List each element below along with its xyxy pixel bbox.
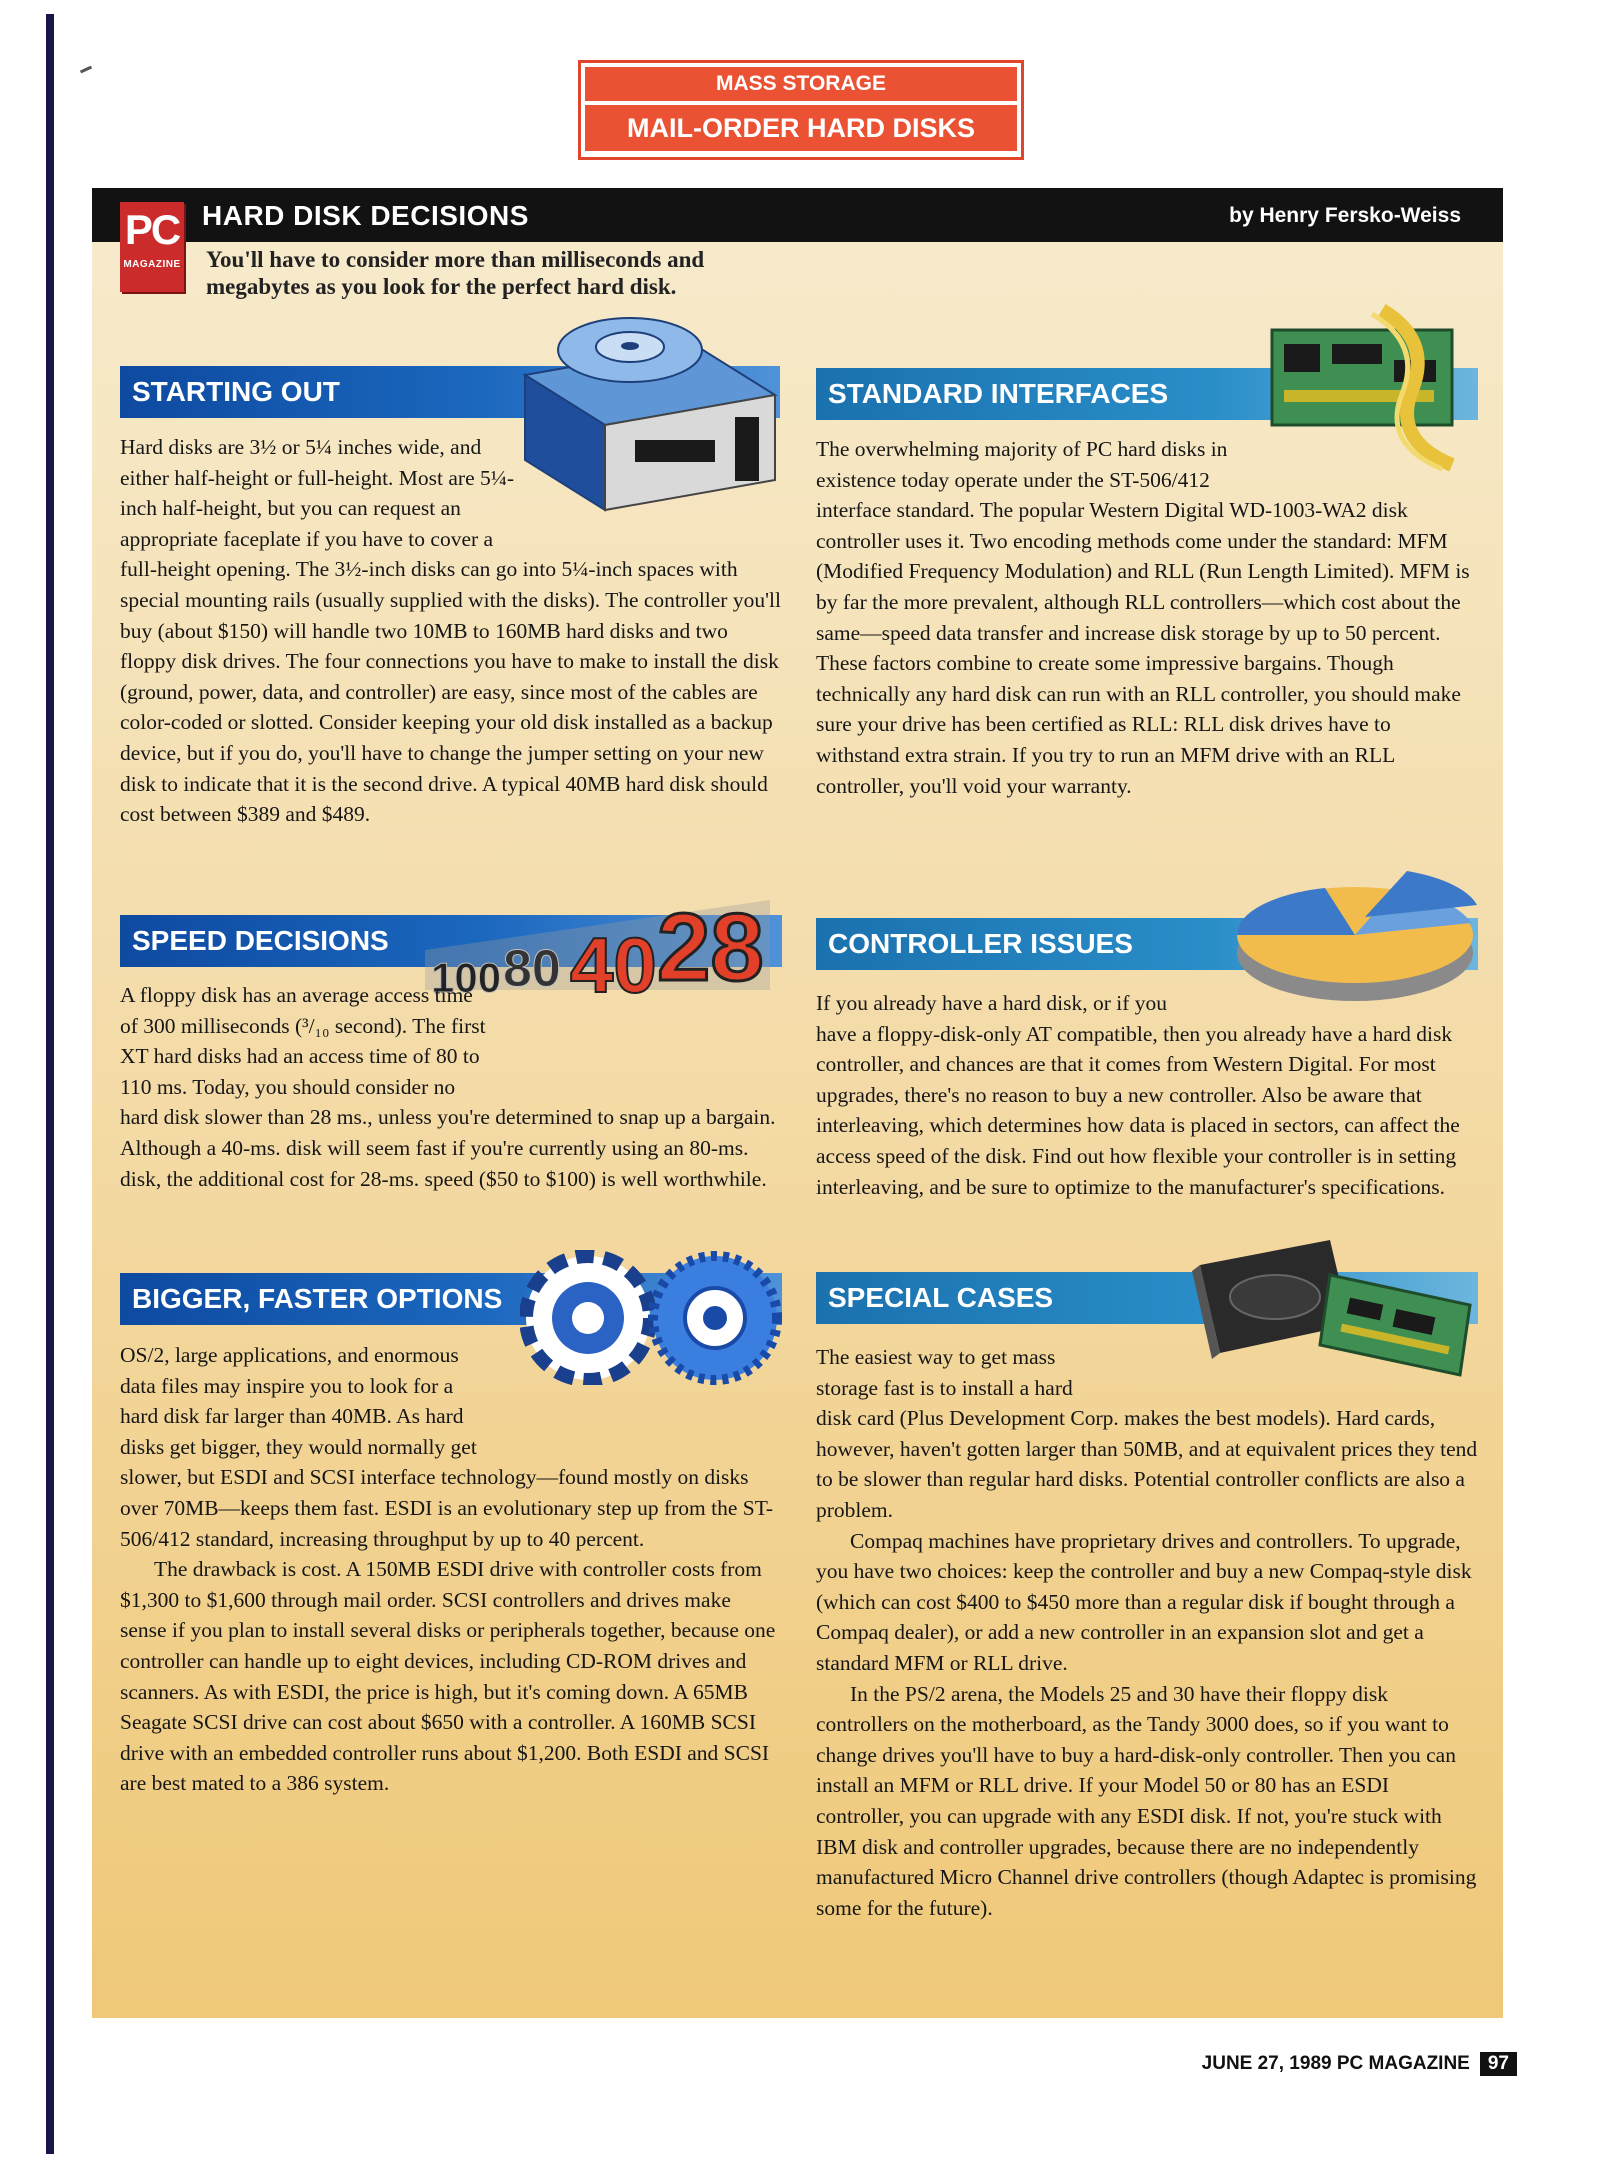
graphic-number-100: 100 (431, 954, 502, 1001)
float-spacer (492, 980, 782, 1072)
float-spacer (1248, 434, 1478, 494)
body-speed-decisions (120, 980, 782, 1194)
float-spacer (1098, 1342, 1478, 1398)
body-bigger-faster (120, 1340, 782, 1799)
float-spacer (492, 1340, 782, 1460)
paragraph: A floppy disk has an average access time of 300 milliseconds (³/₁₀ second). The first XT hard disks had an access time of 80 to 110 ms. Today, you should consider no hard disk slower than 28 ms., unless you're determined to snap up a bargain. Although a 40-ms. disk will seem fast if you're currently using an 80-ms. disk, the additional cost for 28-ms. speed ($50 to $100) is well worthwhile. (120, 983, 776, 1191)
graphic-number-40: 40 (570, 921, 657, 1005)
pc-magazine-logo (120, 202, 184, 292)
body-standard-interfaces (816, 434, 1478, 801)
paragraph: If you already have a hard disk, or if you have a floppy-disk-only AT compatible, then you already have a hard disk controller, and chances are that it comes from Western Digital. For most upgrades, there's no reason to buy a new controller. Also be aware that interleaving, which determines how data is placed in sectors, can affect the access speed of the disk. Find out how flexible your controller is in setting interleaving, and be sure to optimize to the manufacturer's specifications. (816, 991, 1460, 1199)
heading-special-cases: SPECIAL CASES (816, 1272, 1478, 1324)
page-footer (1202, 2052, 1517, 2076)
page-number: 97 (1480, 2052, 1517, 2076)
body-controller-issues (816, 988, 1478, 1202)
float-spacer (1178, 988, 1478, 1018)
paragraph: The drawback is cost. A 150MB ESDI drive with controller costs from $1,300 to $1,600 through mail order. SCSI controllers and drives make sense if you plan to install several disks or peripherals together, because one controller can handle up to eight devices, including CD-ROM drives and scanners. As with ESDI, the price is high, but it's coming down. A 65MB Seagate SCSI drive can cost about $650 with a controller. A 160MB SCSI drive with an embedded controller runs about $1,200. Both ESDI and SCSI are best mated to a 386 system. (120, 1557, 776, 1796)
heading-bigger-faster: BIGGER, FASTER OPTIONS (120, 1273, 782, 1325)
article-title: HARD DISK DECISIONS (202, 200, 529, 231)
subsection-label: MAIL-ORDER HARD DISKS (585, 105, 1017, 151)
article-title-bar (92, 188, 1503, 242)
section-label: MASS STORAGE (585, 67, 1017, 101)
page-spine-rule (46, 14, 54, 2154)
body-special-cases (816, 1342, 1478, 1923)
heading-speed-decisions: SPEED DECISIONS (120, 915, 782, 967)
paragraph: OS/2, large applications, and enormous data files may inspire you to look for a hard disk far larger than 40MB. As hard disks get bigger, they would normally get slower, but ESDI and SCSI interface technology—found mostly on disks over 70MB—keeps them fast. ESDI is an evolutionary step up from the ST-506/412 standard, increasing throughput by up to 40 percent. (120, 1343, 774, 1551)
article-deck: You'll have to consider more than milliseconds and megabytes as you look for the perfect hard disk. (206, 247, 705, 299)
logo-letters: PC (124, 206, 180, 253)
body-starting-out (120, 432, 782, 830)
heading-standard-interfaces: STANDARD INTERFACES (816, 368, 1478, 420)
logo-caption: MAGAZINE (123, 259, 181, 270)
paragraph: The easiest way to get mass storage fast is to install a hard disk card (Plus Development Corp. makes the best models). Hard cards, however, haven't gotten larger than 50MB, and at equivalent prices they tend to be slower than regular hard disks. Potential controller conflicts are also a problem. (816, 1345, 1478, 1522)
section-tag (578, 60, 1024, 160)
scan-mark (80, 66, 92, 74)
graphic-number-80: 80 (503, 940, 561, 998)
paragraph: Hard disks are 3½ or 5¼ inches wide, and either half-height or full-height. Most are 5¼-inch half-height, but you can request an appropriate faceplate if you have to cover a full-height opening. The 3½-inch disks can go into 5¼-inch spaces with special mounting rails (usually supplied with the disks). The controller you'll buy (about $150) will handle two 10MB to 160MB hard disks and two floppy disk drives. The four connections you have to make to install the disk (ground, power, data, and controller) are easy, since most of the cables are color-coded or slotted. Consider keeping your old disk installed as a backup device, but if you do, you'll have to change the jumper setting on your new disk to indicate that it is the second drive. A typical 40MB hard disk should cost between $389 and $489. (120, 435, 781, 827)
paragraph: Compaq machines have proprietary drives and controllers. To upgrade, you have two choices: keep the controller and buy a new Compaq-style disk (which can cost $400 to $450 more than a regular disk if bought through a Compaq dealer), or add a new controller in an expansion slot and get a standard MFM or RLL drive. (816, 1528, 1472, 1675)
heading-starting-out: STARTING OUT (120, 366, 780, 418)
footer-publication: JUNE 27, 1989 PC MAGAZINE (1201, 2053, 1470, 2074)
paragraph: In the PS/2 arena, the Models 25 and 30 have their floppy disk controllers on the motherboard, as the Tandy 3000 does, so if you want to change drives you'll have to buy a hard-disk-only controller. Then you can install an MFM or RLL drive. If your Model 50 or 80 has an ESDI controller, you can upgrade with any ESDI disk. If not, you're stuck with IBM disk and controller upgrades, because there are no independently manufactured Micro Channel drive controllers (though Adaptec is promising some for the future). (816, 1681, 1477, 1920)
graphic-number-28: 28 (657, 894, 764, 1001)
float-spacer (522, 432, 782, 524)
heading-controller-issues: CONTROLLER ISSUES (816, 918, 1478, 970)
paragraph: The overwhelming majority of PC hard disks in existence today operate under the ST-506/412 interface standard. The popular Western Digital WD-1003-WA2 disk controller uses it. Two encoding methods come under the standard: MFM (Modified Frequency Modulation) and RLL (Run Length Limited). MFM is by far the more prevalent, although RLL controllers—which cost about the same—speed data transfer and increase disk storage by up to 50 percent. These factors combine to create some impressive bargains. Though technically any hard disk can run with an RLL controller, you should make sure your drive has been certified as RLL: RLL disk drives have to withstand extra strain. If you try to run an MFM drive with an RLL controller, you'll void your warranty. (816, 437, 1470, 798)
article-byline: by Henry Fersko-Weiss (1229, 204, 1461, 227)
